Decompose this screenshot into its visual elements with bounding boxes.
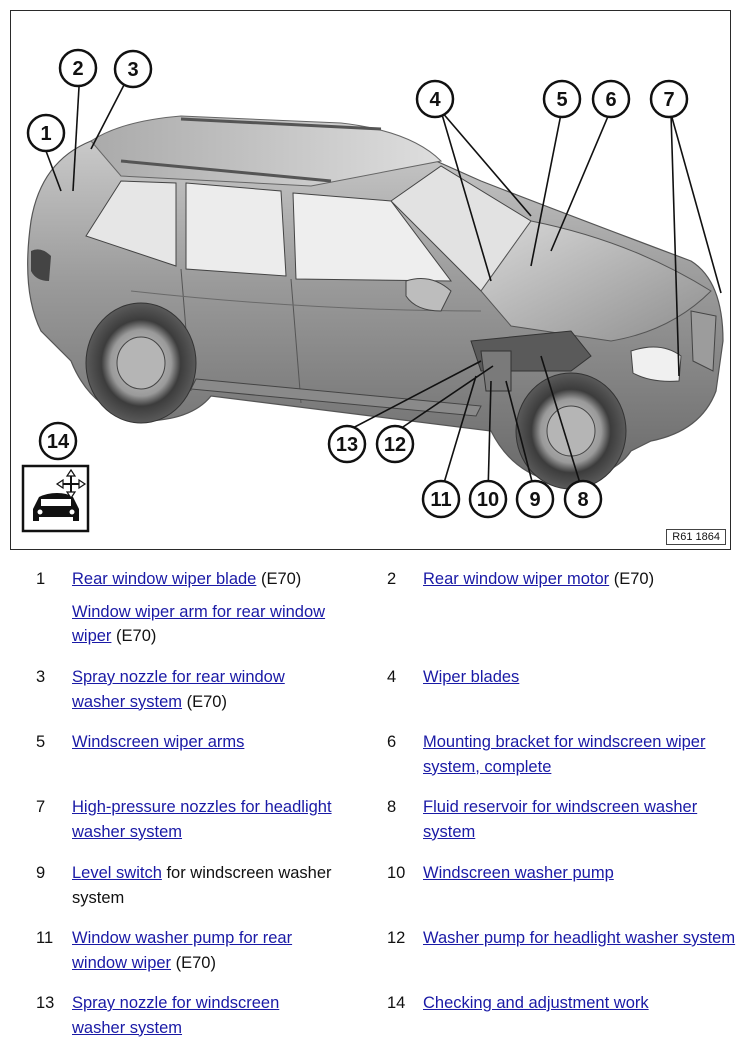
legend-link[interactable]: Washer pump for headlight washer system: [423, 929, 736, 947]
legend-entry: [72, 861, 336, 910]
legend-number: 5: [36, 733, 46, 751]
svg-text:14: 14: [46, 431, 70, 453]
front-wheel: [516, 373, 626, 489]
legend-link[interactable]: Window washer pump for rear window wiper: [72, 929, 293, 972]
car-front-with-move-arrows-icon: [23, 466, 88, 531]
svg-text:1: 1: [40, 123, 52, 145]
legend-entry: [72, 567, 336, 592]
callout-9: [517, 481, 553, 517]
legend-link[interactable]: Window wiper arm for rear window wiper: [72, 602, 326, 645]
legend-link[interactable]: Rear window wiper blade: [72, 570, 257, 588]
callout-13: [329, 426, 365, 462]
svg-text:3: 3: [127, 59, 139, 81]
legend-entry: [423, 795, 739, 844]
svg-text:2: 2: [72, 58, 84, 80]
legend-number: 1: [36, 570, 46, 588]
legend-suffix: (E70): [609, 570, 655, 588]
callout-7: [651, 81, 687, 117]
legend-link[interactable]: Spray nozzle for rear window washer system: [72, 668, 285, 711]
legend-number: 4: [387, 668, 397, 686]
legend-suffix: (E70): [256, 570, 302, 588]
legend-entry: [423, 861, 739, 886]
callout-8: [565, 481, 601, 517]
legend-number: 10: [387, 864, 406, 882]
rear-wheel: [86, 303, 196, 423]
legend-number: 3: [36, 668, 46, 686]
legend-number: 6: [387, 733, 397, 751]
callout-3: [115, 51, 151, 87]
svg-text:4: 4: [429, 89, 441, 111]
legend-number: 13: [36, 994, 55, 1012]
svg-text:6: 6: [605, 89, 617, 111]
figure-code: R61 1864: [666, 529, 726, 545]
legend-entry: [423, 991, 739, 1016]
legend-entry: [72, 730, 336, 755]
callout-2: [60, 50, 96, 86]
legend-suffix: for windscreen washer system: [72, 864, 332, 907]
legend-entry: [72, 991, 336, 1040]
legend-link[interactable]: Level switch: [72, 864, 162, 882]
callout-6: [593, 81, 629, 117]
legend-number: 14: [387, 994, 406, 1012]
legend-link[interactable]: Mounting bracket for windscreen wiper system, complete: [423, 733, 706, 776]
legend-entry: [423, 665, 739, 690]
svg-text:12: 12: [383, 434, 407, 456]
legend-suffix: (E70): [182, 692, 227, 711]
car-illustration: [11, 11, 730, 549]
legend-entry: [72, 665, 336, 714]
legend-number: 12: [387, 929, 406, 947]
callout-4: [417, 81, 453, 117]
parts-diagram: [10, 10, 731, 550]
svg-text:5: 5: [556, 89, 568, 111]
callout-1: [28, 115, 64, 151]
callout-10: [470, 481, 506, 517]
legend-entry: [423, 567, 739, 592]
legend-link[interactable]: Wiper blades: [423, 668, 520, 686]
callout-11: [423, 481, 459, 517]
legend-entry: [72, 795, 336, 844]
svg-text:13: 13: [335, 434, 359, 456]
legend-entry: [72, 600, 336, 649]
legend-suffix: (E70): [111, 627, 157, 645]
legend-link[interactable]: Fluid reservoir for windscreen washer system: [423, 798, 698, 841]
legend-link[interactable]: Rear window wiper motor: [423, 570, 610, 588]
svg-text:8: 8: [577, 489, 589, 511]
svg-text:10: 10: [476, 489, 500, 511]
legend-number: 7: [36, 798, 46, 816]
legend-link[interactable]: Windscreen wiper arms: [72, 733, 245, 751]
svg-text:11: 11: [430, 489, 452, 511]
legend-number: 2: [387, 570, 397, 588]
callout-12: [377, 426, 413, 462]
svg-text:9: 9: [529, 489, 541, 511]
legend-number: 9: [36, 864, 46, 882]
legend-link[interactable]: Checking and adjustment work: [423, 994, 649, 1012]
legend-link[interactable]: High-pressure nozzles for headlight washer system: [72, 798, 332, 841]
legend-link[interactable]: Spray nozzle for windscreen washer system: [72, 994, 280, 1037]
legend-link[interactable]: Windscreen washer pump: [423, 864, 614, 882]
legend-entry: [72, 926, 336, 975]
legend-entry: [423, 926, 739, 951]
legend-number: 8: [387, 798, 397, 816]
callout-14: [40, 423, 76, 459]
legend-entry: [423, 730, 739, 779]
legend-suffix: (E70): [171, 953, 216, 972]
legend-number: 11: [36, 929, 54, 947]
svg-text:7: 7: [663, 89, 675, 111]
callout-5: [544, 81, 580, 117]
